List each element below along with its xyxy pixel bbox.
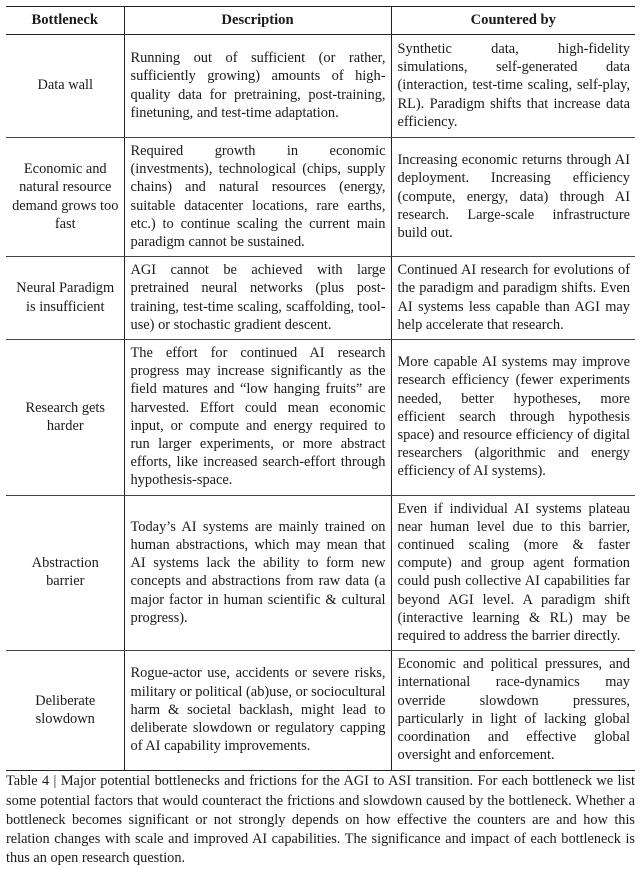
countered-by-cell: Economic and political pressures, and international race-dynamics may override slowdown pressures, particularly in light of lacking global coordination and effective global oversight and enforcement. [391, 651, 635, 770]
description-cell: The effort for continued AI research progress may increase significantly as the field matures and “low hanging fruits” are harvested. Effort could mean economic input, or compute and energy required to run larger experiments, or more abstract efforts, like increased search-effort through hypothesis-space. [124, 340, 391, 496]
bottleneck-cell: Data wall [6, 35, 124, 138]
countered-by-cell: Even if individual AI systems plateau near human level due to this barrier, continued scaling (more & faster compute) and group agent formation could push collective AI capabilities far beyond AGI level. A paradigm shift (interactive learning & RL) may be required to address the barrier directly. [391, 495, 635, 651]
header-countered-by: Countered by [391, 7, 635, 35]
bottleneck-cell: Abstraction barrier [6, 495, 124, 651]
table-row [6, 651, 635, 770]
countered-by-cell: Synthetic data, high-fidelity simulations, self-generated data (interaction, test-time scaling, self-play, RL). Paradigm shifts that increase data efficiency. [391, 35, 635, 138]
table-row [6, 138, 635, 257]
description-cell: Rogue-actor use, accidents or severe risks, military or political (ab)use, or sociocultural harm & societal backlash, might lead to deliberate slowdown or regulatory capping of AI capability improvements. [124, 651, 391, 770]
bottleneck-cell: Neural Paradigm is insufficient [6, 257, 124, 340]
header-bottleneck: Bottleneck [6, 7, 124, 35]
table-caption: Table 4 | Major potential bottlenecks and frictions for the AGI to ASI transition. For each bottleneck we list some potential factors that would counteract the frictions and slowdown caused by the bottleneck. Whether a bottleneck becomes significant or not strongly depends on how effective the counters are and how this relation changes with scale and improved AI capabilities. The significance and impact of each bottleneck is thus an open research question. [6, 773, 635, 867]
table-row [6, 340, 635, 496]
table-header-row [6, 7, 635, 35]
description-cell: AGI cannot be achieved with large pretrained neural networks (plus post-training, test-time scaling, scaffolding, tool-use) or stochastic gradient descent. [124, 257, 391, 340]
bottleneck-cell: Economic and natural resource demand grows too fast [6, 138, 124, 257]
description-cell: Required growth in economic (investments), technological (chips, supply chains) and natural resources (energy, suitable datacenter locations, rare earths, etc.) to continue scaling the current main paradigm cannot be sustained. [124, 138, 391, 257]
countered-by-cell: More capable AI systems may improve research efficiency (fewer experiments needed, better hypotheses, more efficient search through hypothesis space) and resource efficiency of digital researchers (algorithmic and energy efficiency of AI systems). [391, 340, 635, 496]
table-row [6, 495, 635, 651]
description-cell: Running out of sufficient (or rather, sufficiently growing) amounts of high-quality data for pretraining, post-training, finetuning, and test-time adaptation. [124, 35, 391, 138]
table-row [6, 35, 635, 138]
table-row [6, 257, 635, 340]
countered-by-cell: Increasing economic returns through AI deployment. Increasing efficiency (compute, energy, data) through AI research. Large-scale infrastructure build out. [391, 138, 635, 257]
bottleneck-table [6, 6, 635, 771]
bottleneck-cell: Research gets harder [6, 340, 124, 496]
countered-by-cell: Continued AI research for evolutions of the paradigm and paradigm shifts. Even AI systems less capable than AGI may help accelerate that research. [391, 257, 635, 340]
bottleneck-cell: Deliberate slowdown [6, 651, 124, 770]
description-cell: Today’s AI systems are mainly trained on human abstractions, which may mean that AI systems lack the ability to form new concepts and abstractions from raw data (a major factor in human scientific & cultural progress). [124, 495, 391, 651]
header-description: Description [124, 7, 391, 35]
